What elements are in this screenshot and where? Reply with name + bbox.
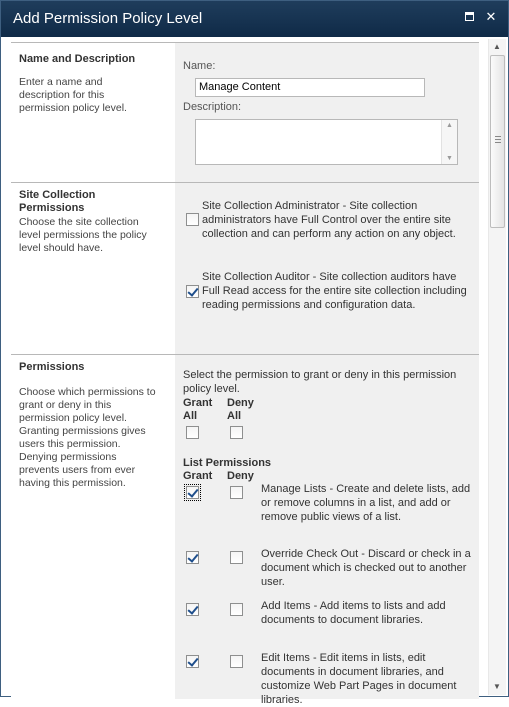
description-scrollbar[interactable] (441, 120, 457, 164)
scroll-down-icon[interactable]: ▼ (493, 682, 501, 691)
list-permissions-heading: List Permissions (183, 457, 272, 469)
add-items-deny-checkbox[interactable] (230, 603, 243, 616)
deny-all-label: Deny All (227, 397, 254, 422)
description-field[interactable] (195, 119, 458, 165)
name-field[interactable]: Manage Content (195, 78, 425, 97)
section-description-site-collection: Choose the site collection level permissions the policy level should have. (19, 216, 147, 254)
site-collection-permissions-section (11, 182, 479, 354)
deny-all-checkbox[interactable] (230, 426, 243, 439)
scroll-up-icon[interactable]: ▲ (446, 122, 453, 129)
maximize-icon[interactable] (463, 10, 477, 24)
manage-lists-deny-checkbox[interactable] (230, 486, 243, 499)
grant-all-label: Grant All (183, 397, 213, 422)
site-collection-auditor-label: Site Collection Auditor - Site collection auditors have Full Read access for the entire site collection including reading permissions and configuration data. (202, 271, 467, 311)
add-items-label: Add Items - Add items to lists and add documents to document libraries. (261, 600, 446, 626)
section-description-name: Enter a name and description for this permission policy level. (19, 76, 127, 114)
scroll-down-icon[interactable]: ▼ (446, 155, 453, 162)
grant-column-label: Grant (183, 470, 213, 482)
scroll-up-icon[interactable]: ▲ (493, 42, 501, 51)
section-title-name: Name and Description (19, 53, 136, 65)
override-checkout-deny-checkbox[interactable] (230, 551, 243, 564)
override-checkout-grant-checkbox[interactable] (186, 551, 199, 564)
name-label: Name: (183, 60, 216, 72)
site-collection-admin-checkbox[interactable] (186, 213, 199, 226)
site-collection-auditor-checkbox[interactable] (186, 285, 199, 298)
site-collection-admin-label: Site Collection Administrator - Site collection administrators have Full Control over the entire site collection and can perform any action on any object. (202, 200, 456, 240)
grip-icon (495, 136, 501, 143)
dialog-titlebar (1, 1, 508, 37)
permissions-section (11, 354, 479, 706)
deny-column-label: Deny (227, 470, 254, 482)
name-description-section (11, 42, 479, 182)
manage-lists-label: Manage Lists - Create and delete lists, add or remove columns in a list, and add or remove public views of a list. (261, 483, 471, 523)
description-label: Description: (183, 101, 242, 113)
section-description-permissions: Choose which permissions to grant or deny in this permission policy level. Granting permissions gives users this permission. Denying permissions prevents users from ever having this permission. (19, 386, 156, 489)
add-items-grant-checkbox[interactable] (186, 603, 199, 616)
edit-items-label: Edit Items - Edit items in lists, edit documents in document libraries, and customize Web Part Pages in document libraries. (261, 652, 457, 706)
manage-lists-grant-checkbox[interactable] (186, 486, 199, 499)
dialog-title: Add Permission Policy Level (13, 10, 203, 27)
override-checkout-label: Override Check Out - Discard or check in a document which is checked out to another user. (261, 548, 471, 588)
scrollbar-thumb[interactable] (490, 55, 505, 228)
edit-items-grant-checkbox[interactable] (186, 655, 199, 668)
section-title-permissions: Permissions (19, 361, 85, 373)
dialog-content (7, 39, 487, 706)
dialog-scrollbar[interactable] (488, 39, 506, 695)
edit-items-deny-checkbox[interactable] (230, 655, 243, 668)
section-title-site-collection: Site Collection Permissions (19, 189, 96, 214)
close-icon[interactable]: ✕ (485, 9, 497, 24)
grant-all-checkbox[interactable] (186, 426, 199, 439)
permissions-intro: Select the permission to grant or deny in this permission policy level. (183, 369, 457, 395)
